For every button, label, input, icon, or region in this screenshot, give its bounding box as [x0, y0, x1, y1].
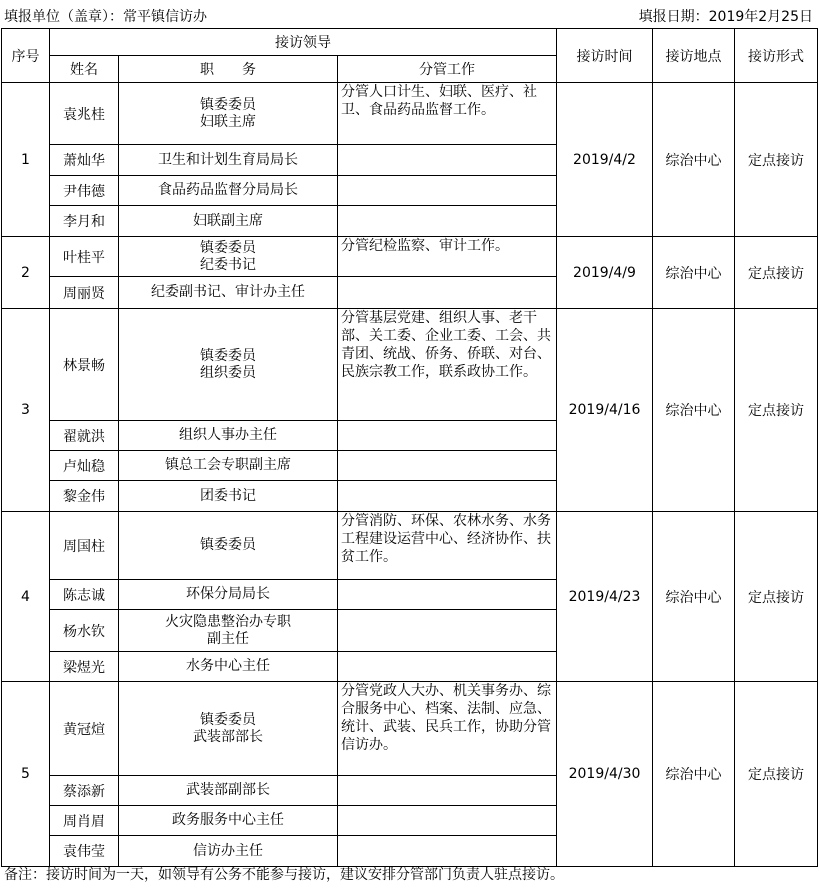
leader-post-cell — [119, 145, 338, 176]
leader-name-cell: 黎金伟 — [50, 481, 119, 512]
leader-name-cell: 周国柱 — [50, 512, 119, 580]
header-leaders: 接访领导 — [50, 29, 557, 56]
post-line: 副主任 — [207, 630, 249, 647]
header-place: 接访地点 — [653, 29, 735, 83]
unit-label: 填报单位（盖章）：常平镇信访办 — [4, 9, 207, 25]
leader-name-cell: 林景畅 — [50, 309, 119, 421]
table-row — [2, 512, 818, 580]
duty-cell — [338, 776, 557, 806]
table-row — [2, 682, 818, 776]
leader-name-cell: 陈志诚 — [50, 580, 119, 610]
post-line: 火灾隐患整治办专职 — [165, 613, 291, 630]
leader-name-cell: 袁兆桂 — [50, 83, 119, 145]
leader-post-cell — [119, 580, 338, 610]
post-line: 纪委副书记、审计办主任 — [151, 284, 305, 300]
leader-post-cell — [119, 481, 338, 512]
post-line: 水务中心主任 — [186, 658, 270, 674]
leader-post-cell — [119, 682, 338, 776]
time-cell: 2019/4/2 — [557, 83, 653, 237]
duty-cell — [338, 421, 557, 451]
duty-cell — [338, 145, 557, 176]
header-name: 姓名 — [50, 56, 119, 83]
leader-name-cell: 蔡添新 — [50, 776, 119, 806]
duty-cell — [338, 206, 557, 237]
duty-cell: 分管人口计生、妇联、医疗、社卫、食品药品监督工作。 — [338, 83, 557, 145]
schedule-table-body — [2, 29, 818, 867]
form-cell: 定点接访 — [735, 682, 818, 867]
table-row — [2, 237, 818, 277]
time-cell: 2019/4/30 — [557, 682, 653, 867]
duty-cell — [338, 652, 557, 682]
leader-name-cell: 李月和 — [50, 206, 119, 237]
leader-name-cell: 尹伟德 — [50, 176, 119, 206]
leader-name-cell: 周丽贤 — [50, 277, 119, 309]
leader-name-cell: 梁煜光 — [50, 652, 119, 682]
header-duty: 分管工作 — [338, 56, 557, 83]
post-line: 团委书记 — [200, 487, 256, 504]
duty-cell — [338, 481, 557, 512]
footer-note: 备注：接访时间为一天，如领导有公务不能参与接访，建议安排分管部门负责人驻点接访。 — [4, 867, 564, 883]
post-line: 镇委委员 — [200, 96, 256, 113]
post-line: 武装部部长 — [193, 728, 263, 745]
leader-name-cell: 周肖眉 — [50, 806, 119, 836]
leader-name-cell: 杨水钦 — [50, 610, 119, 652]
table-row — [2, 83, 818, 145]
seq-cell: 2 — [2, 237, 50, 309]
document-header — [0, 0, 819, 28]
leader-post-cell — [119, 512, 338, 580]
form-cell: 定点接访 — [735, 309, 818, 512]
post-line: 组织人事办主任 — [179, 427, 277, 443]
post-line: 镇委委员 — [200, 711, 256, 728]
duty-cell — [338, 610, 557, 652]
post-line: 政务服务中心主任 — [172, 812, 284, 828]
leader-post-cell — [119, 610, 338, 652]
leader-post-cell — [119, 83, 338, 145]
duty-cell — [338, 451, 557, 481]
leader-name-cell: 袁伟莹 — [50, 836, 119, 867]
place-cell: 综治中心 — [653, 83, 735, 237]
time-cell: 2019/4/23 — [557, 512, 653, 682]
leader-post-cell — [119, 206, 338, 237]
seq-cell: 1 — [2, 83, 50, 237]
leader-name-cell: 黄冠煊 — [50, 682, 119, 776]
header-time: 接访时间 — [557, 29, 653, 83]
post-line: 食品药品监督分局局长 — [158, 182, 298, 198]
duty-cell — [338, 806, 557, 836]
table-row — [2, 309, 818, 421]
post-line: 组织委员 — [200, 364, 256, 381]
leader-post-cell — [119, 451, 338, 481]
duty-cell — [338, 836, 557, 867]
post-line: 镇委委员 — [200, 239, 256, 256]
post-line: 武装部副部长 — [186, 782, 270, 798]
duty-cell: 分管消防、环保、农林水务、水务工程建设运营中心、经济协作、扶贫工作。 — [338, 512, 557, 580]
duty-cell — [338, 277, 557, 309]
place-cell: 综治中心 — [653, 309, 735, 512]
leader-name-cell: 叶桂平 — [50, 237, 119, 277]
leader-post-cell — [119, 237, 338, 277]
leader-name-cell: 卢灿稳 — [50, 451, 119, 481]
leader-post-cell — [119, 836, 338, 867]
form-cell: 定点接访 — [735, 512, 818, 682]
post-line: 纪委书记 — [200, 256, 256, 273]
header-seq: 序号 — [2, 29, 50, 83]
leader-post-cell — [119, 421, 338, 451]
leader-name-cell: 萧灿华 — [50, 145, 119, 176]
post-line: 环保分局局长 — [186, 586, 270, 602]
duty-cell: 分管基层党建、组织人事、老干部、关工委、企业工委、工会、共青团、统战、侨务、侨联、对台、民族宗教工作，联系政协工作。 — [338, 309, 557, 421]
place-cell: 综治中心 — [653, 682, 735, 867]
seq-cell: 3 — [2, 309, 50, 512]
leader-post-cell — [119, 176, 338, 206]
date-label: 填报日期：2019年2月25日 — [638, 9, 813, 25]
post-line: 信访办主任 — [193, 842, 263, 859]
place-cell: 综治中心 — [653, 512, 735, 682]
duty-cell: 分管党政人大办、机关事务办、综合服务中心、档案、法制、应急、统计、武装、民兵工作，协助分管信访办。 — [338, 682, 557, 776]
post-line: 镇总工会专职副主席 — [165, 457, 291, 473]
leader-post-cell — [119, 309, 338, 421]
schedule-table — [1, 28, 818, 867]
duty-cell: 分管纪检监察、审计工作。 — [338, 237, 557, 277]
place-cell: 综治中心 — [653, 237, 735, 309]
header-post: 职 务 — [119, 56, 338, 83]
post-line: 镇委委员 — [200, 537, 256, 553]
header-form: 接访形式 — [735, 29, 818, 83]
post-line: 妇联主席 — [200, 113, 256, 130]
leader-post-cell — [119, 277, 338, 309]
form-cell: 定点接访 — [735, 83, 818, 237]
time-cell: 2019/4/16 — [557, 309, 653, 512]
post-line: 镇委委员 — [200, 347, 256, 364]
post-line: 妇联副主席 — [193, 212, 263, 229]
seq-cell: 4 — [2, 512, 50, 682]
leader-post-cell — [119, 776, 338, 806]
duty-cell — [338, 176, 557, 206]
leader-post-cell — [119, 806, 338, 836]
form-cell: 定点接访 — [735, 237, 818, 309]
seq-cell: 5 — [2, 682, 50, 867]
time-cell: 2019/4/9 — [557, 237, 653, 309]
post-line: 卫生和计划生育局局长 — [158, 151, 298, 168]
leader-post-cell — [119, 652, 338, 682]
duty-cell — [338, 580, 557, 610]
leader-name-cell: 翟就洪 — [50, 421, 119, 451]
header-row-1 — [2, 29, 818, 56]
